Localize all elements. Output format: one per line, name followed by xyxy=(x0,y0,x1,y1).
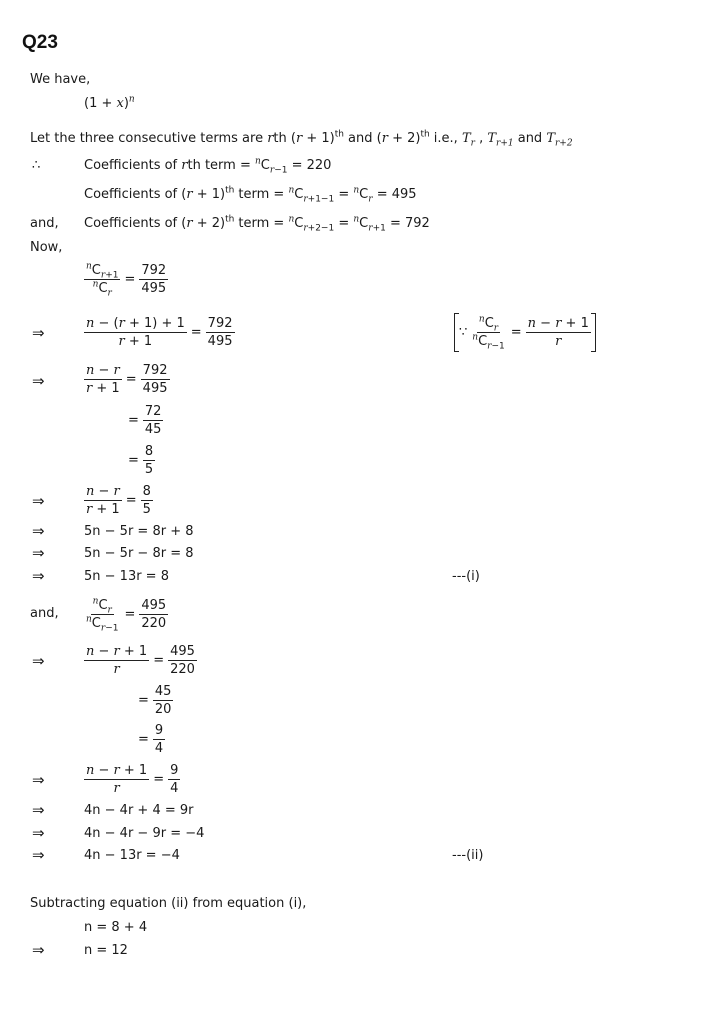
step-reduce-4: = $\frac{9}{4}$ xyxy=(138,723,164,756)
implies-arrow: ⇒ xyxy=(32,567,45,585)
conclusion-text: Subtracting equation (ii) from equation (i), xyxy=(30,896,307,911)
equation-ii: 4n − 13r = −4 xyxy=(84,848,180,863)
equation-step: 4n − 4r + 4 = 9r xyxy=(84,803,194,818)
intro-text: We have, xyxy=(30,72,91,87)
step-simplify: $\frac{n - r}{r + 1}$ = $\frac{792}{495}$ xyxy=(86,363,168,396)
implies-arrow: ⇒ xyxy=(32,801,45,819)
step-ratio-result-2: $\frac{n - r + 1}{r}$ = $\frac{9}{4}$ xyxy=(86,763,179,796)
step-ratio-result: $\frac{n - r}{r + 1}$ = $\frac{8}{5}$ xyxy=(86,484,151,517)
implies-arrow: ⇒ xyxy=(32,544,45,562)
therefore-symbol: ∴ xyxy=(32,158,41,173)
equation-step: 5n − 5r − 8r = 8 xyxy=(84,546,194,561)
implies-arrow: ⇒ xyxy=(32,941,45,959)
implies-arrow: ⇒ xyxy=(32,324,45,342)
implies-arrow: ⇒ xyxy=(32,522,45,540)
implies-arrow: ⇒ xyxy=(32,372,45,390)
step-ratio-2: $\frac{^nC_r}{^nC_{r-1}}$ = $\frac{495}{220}$ xyxy=(86,596,167,634)
coefficient-line-3: Coefficients of $(r + 2)^{th}$ term = $^nC_{r+2-1} = ^nC_{r+1} = 792$ xyxy=(84,214,430,234)
let-line: Let the three consecutive terms are rth $(r + 1)^{th}$ and $(r + 2)^{th}$ i.e., $T_r$ , $T_{r+1}$ and $T_{r+2}$ xyxy=(30,129,573,149)
binomial-expression: $(1 + x)^n$ xyxy=(84,94,135,111)
step-reduce-2: = $\frac{8}{5}$ xyxy=(128,444,154,477)
final-answer: n = 12 xyxy=(84,943,128,958)
implies-arrow: ⇒ xyxy=(32,846,45,864)
equation-i: 5n − 13r = 8 xyxy=(84,569,169,584)
equation-label-ii: ---(ii) xyxy=(452,848,484,863)
identity-hint: ∵ $\frac{^nC_r}{^nC_{r-1}}$ = $\frac{n - r + 1}{r}$ xyxy=(454,313,596,352)
and-label: and, xyxy=(30,606,59,621)
and-label: and, xyxy=(30,216,59,231)
equation-label-i: ---(i) xyxy=(452,569,480,584)
step-substitute-2: $\frac{n - r + 1}{r}$ = $\frac{495}{220}$ xyxy=(86,644,195,677)
coefficient-line-1: Coefficients of rth term = $^nC_{r-1} = 220$ xyxy=(84,156,332,176)
equation-step: 5n − 5r = 8r + 8 xyxy=(84,524,194,539)
step-reduce-1: = $\frac{72}{45}$ xyxy=(128,404,162,437)
step-substitute: $\frac{n - (r + 1) + 1}{r + 1}$ = $\frac{792}{495}$ xyxy=(86,316,233,349)
implies-arrow: ⇒ xyxy=(32,492,45,510)
implies-arrow: ⇒ xyxy=(32,652,45,670)
step-reduce-3: = $\frac{45}{20}$ xyxy=(138,684,172,717)
equation-step: 4n − 4r − 9r = −4 xyxy=(84,826,205,841)
result-step: n = 8 + 4 xyxy=(84,920,148,935)
step-ratio: $\frac{^nC_{r+1}}{^nC_r}$ = $\frac{792}{495}$ xyxy=(86,261,167,299)
question-number: Q23 xyxy=(22,32,58,53)
implies-arrow: ⇒ xyxy=(32,824,45,842)
implies-arrow: ⇒ xyxy=(32,771,45,789)
coefficient-line-2: Coefficients of $(r + 1)^{th}$ term = $^nC_{r+1-1} = ^nC_r = 495$ xyxy=(84,185,417,205)
now-label: Now, xyxy=(30,240,63,255)
